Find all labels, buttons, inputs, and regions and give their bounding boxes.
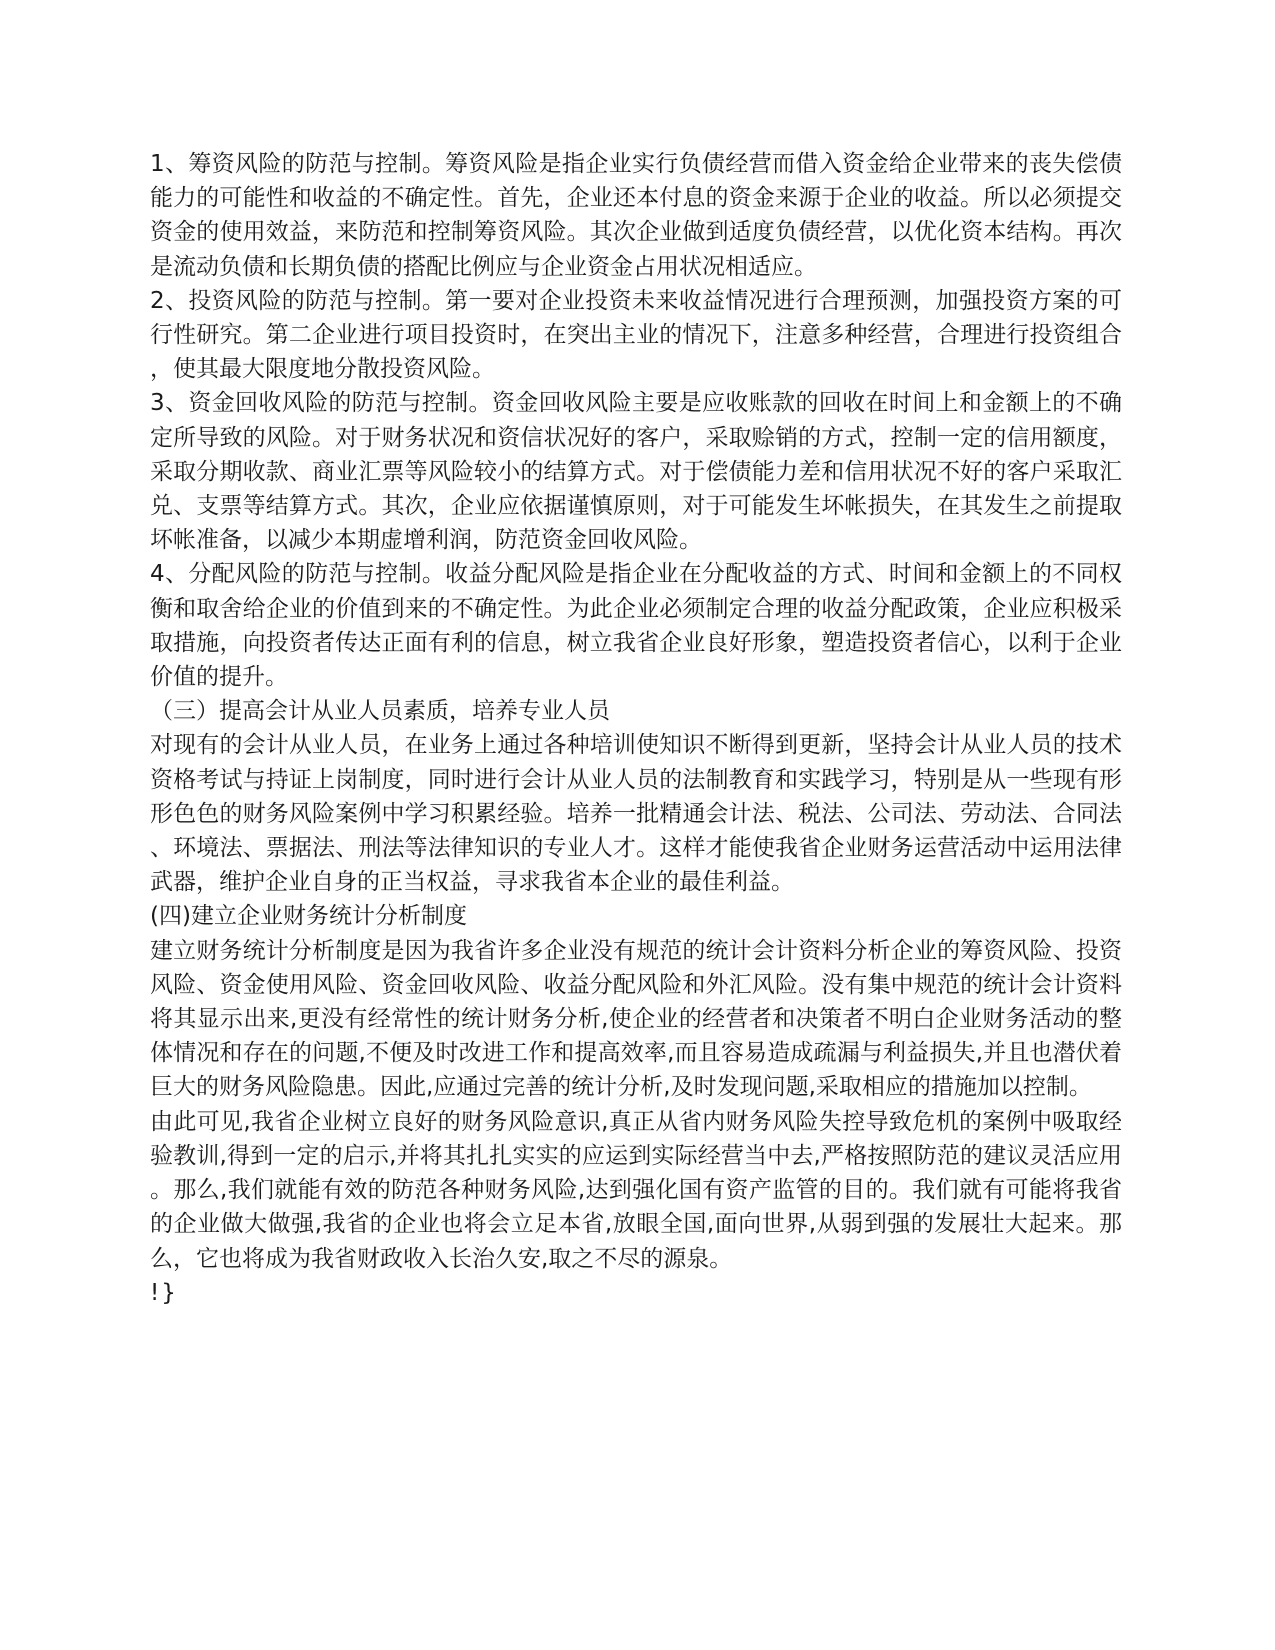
paragraph-fund-recovery-risk: 3、资金回收风险的防范与控制。资金回收风险主要是应收账款的回收在时间上和金额上的不确定所导致的风险。对于财务状况和资信状况好的客户，采取赊销的方式，控制一定的信用额度，采取分期收款、商业汇票等风险较小的结算方式。对于偿债能力差和信用状况不好的客户采取汇兑、支票等结算方式。其次，企业应依据谨慎原则，对于可能发生坏帐损失，在其发生之前提取坏帐准备，以减少本期虚增利润，防范资金回收风险。: [150, 390, 1122, 554]
paragraph-conclusion: 由此可见,我省企业树立良好的财务风险意识,真正从省内财务风险失控导致危机的案例中吸取经验教训,得到一定的启示,并将其扎扎实实的应运到实际经营当中去,严格按照防范的建议灵活应用。那么,我们就能有效的防范各种财务风险,达到强化国有资产监管的目的。我们就有可能将我省的企业做大做强,我省的企业也将会立足本省,放眼全国,面向世界,从弱到强的发展壮大起来。那么，它也将成为我省财政收入长治久安,取之不尽的源泉。: [150, 1108, 1122, 1272]
section-heading-4: (四)建立企业财务统计分析制度: [150, 903, 467, 930]
paragraph-financing-risk: 1、筹资风险的防范与控制。筹资风险是指企业实行负债经营而借入资金给企业带来的丧失偿债能力的可能性和收益的不确定性。首先，企业还本付息的资金来源于企业的收益。所以必须提交资金的使用效益，来防范和控制筹资风险。其次企业做到适度负债经营，以优化资本结构。再次是流动负债和长期负债的搭配比例应与企业资金占用状况相适应。: [150, 151, 1122, 280]
paragraph-accounting-staff: 对现有的会计从业人员，在业务上通过各种培训使知识不断得到更新，坚持会计从业人员的技术资格考试与持证上岗制度，同时进行会计从业人员的法制教育和实践学习，特别是从一些现有形形色色的财务风险案例中学习积累经验。培养一批精通会计法、税法、公司法、劳动法、合同法、环境法、票据法、刑法等法律知识的专业人才。这样才能使我省企业财务运营活动中运用法律武器，维护企业自身的正当权益，寻求我省本企业的最佳利益。: [150, 732, 1122, 896]
paragraph-statistics-system: 建立财务统计分析制度是因为我省许多企业没有规范的统计会计资料分析企业的筹资风险、投资风险、资金使用风险、资金回收风险、收益分配风险和外汇风险。没有集中规范的统计会计资料将其显示出来,更没有经常性的统计财务分析,使企业的经营者和决策者不明白企业财务活动的整体情况和存在的问题,不便及时改进工作和提高效率,而且容易造成疏漏与利益损失,并且也潜伏着巨大的财务风险隐患。因此,应通过完善的统计分析,及时发现问题,采取相应的措施加以控制。: [150, 937, 1122, 1101]
paragraph-distribution-risk: 4、分配风险的防范与控制。收益分配风险是指企业在分配收益的方式、时间和金额上的不同权衡和取舍给企业的价值到来的不确定性。为此企业必须制定合理的收益分配政策，企业应积极采取措施，向投资者传达正面有利的信息，树立我省企业良好形象，塑造投资者信心，以利于企业价值的提升。: [150, 561, 1122, 691]
document-body: [150, 147, 1122, 1310]
section-heading-3: （三）提高会计从业人员素质，培养专业人员: [150, 698, 610, 725]
paragraph-investment-risk: 2、投资风险的防范与控制。第一要对企业投资未来收益情况进行合理预测，加强投资方案的可行性研究。第二企业进行项目投资时，在突出主业的情况下，注意多种经营，合理进行投资组合，使其最大限度地分散投资风险。: [150, 287, 1122, 383]
trailing-marks: !}: [150, 1279, 178, 1306]
